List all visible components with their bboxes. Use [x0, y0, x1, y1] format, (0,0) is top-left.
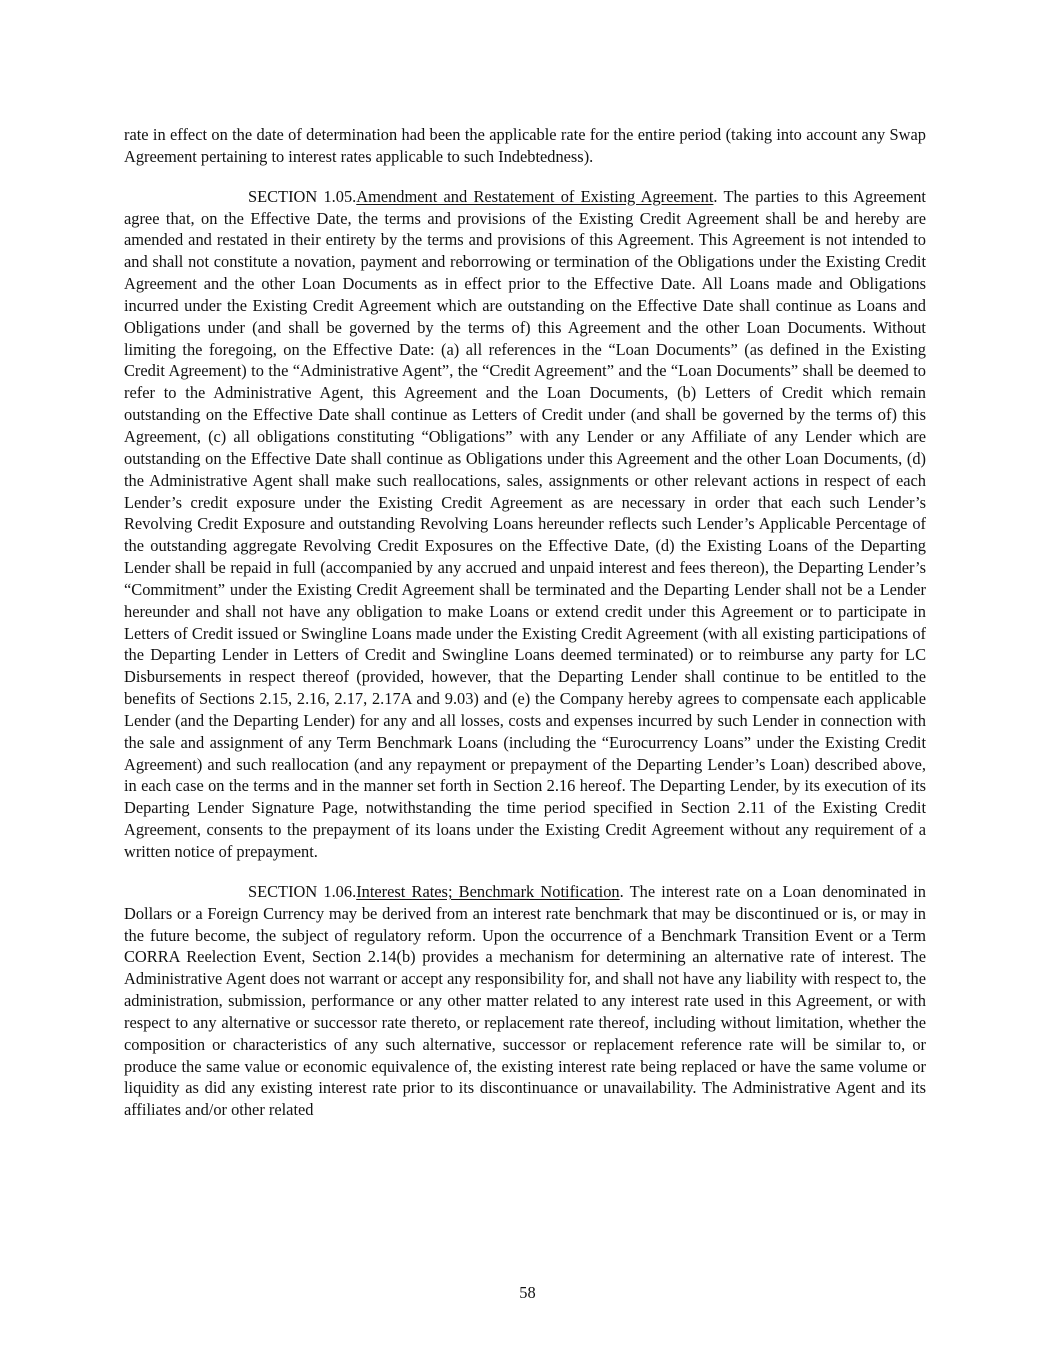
- section-1-06-number: SECTION 1.06.: [248, 881, 357, 901]
- page-number: 58: [519, 1283, 536, 1302]
- section-1-05-heading: Amendment and Restatement of Existing Agreement: [356, 186, 714, 206]
- section-1-06-paragraph: [124, 881, 926, 1121]
- section-1-05-number: SECTION 1.05.: [248, 186, 357, 206]
- document-body: [124, 124, 926, 1121]
- section-1-06-heading: Interest Rates; Benchmark Notification: [356, 881, 620, 901]
- continuation-paragraph: rate in effect on the date of determination had been the applicable rate for the entire period (taking into account any Swap Agreement pertaining to interest rates applicable to such Indebtedness).: [124, 125, 926, 166]
- section-1-06-text: . The interest rate on a Loan denominated in Dollars or a Foreign Currency may be derived from an interest rate benchmark that may be discontinued or is, or may in the future become, the subject of regulatory reform. Upon the occurrence of a Benchmark Transition Event or a Term CORRA Reelection Event, Section 2.14(b) provides a mechanism for determining an alternative rate of interest. The Administrative Agent does not warrant or accept any responsibility for, and shall not have any liability with respect to, the administration, submission, performance or any other matter related to any interest rate used in this Agreement, or with respect to any alternative or successor rate thereto, or replacement rate thereof, including without limitation, whether the composition or characteristics of any such alternative, successor or replacement reference rate will be similar to, or produce the same value or economic equivalence of, the existing interest rate being replaced or have the same volume or liquidity as did any existing interest rate prior to its discontinuance or unavailability. The Administrative Agent and its affiliates and/or other related: [124, 881, 926, 1120]
- section-1-05-paragraph: [124, 186, 926, 863]
- section-1-05-text: . The parties to this Agreement agree that, on the Effective Date, the terms and provisions of the Existing Credit Agreement shall be and hereby are amended and restated in their entirety by the terms and provisions of this Agreement. This Agreement is not intended to and shall not constitute a novation, payment and reborrowing or termination of the Obligations under the Existing Credit Agreement and the other Loan Documents as in effect prior to the Effective Date. All Loans made and Obligations incurred under the Existing Credit Agreement which are outstanding on the Effective Date shall continue as Loans and Obligations under (and shall be governed by the terms of) this Agreement and the other Loan Documents. Without limiting the foregoing, on the Effective Date: (a) all references in the “Loan Documents” (as defined in the Existing Credit Agreement) to the “Administrative Agent”, the “Credit Agreement” and the “Loan Documents” shall be deemed to refer to the Administrative Agent, this Agreement and the Loan Documents, (b) Letters of Credit which remain outstanding on the Effective Date shall continue as Letters of Credit under (and shall be governed by the terms of) this Agreement, (c) all obligations constituting “Obligations” with any Lender or any Affiliate of any Lender which are outstanding on the Effective Date shall continue as Obligations under this Agreement and the other Loan Documents, (d) the Administrative Agent shall make such reallocations, sales, assignments or other relevant actions in respect of each Lender’s credit exposure under the Existing Credit Agreement as are necessary in order that each such Lender’s Revolving Credit Exposure and outstanding Revolving Loans hereunder reflects such Lender’s Applicable Percentage of the outstanding aggregate Revolving Credit Exposures on the Effective Date, (d) the Existing Loans of the Departing Lender shall be repaid in full (accompanied by any accrued and unpaid interest and fees thereon), the Departing Lender’s “Commitment” under the Existing Credit Agreement shall be terminated and the Departing Lender shall not be a Lender hereunder and shall not have any obligation to make Loans or extend credit under this Agreement or to participate in Letters of Credit issued or Swingline Loans made under the Existing Credit Agreement (with all existing participations of the Departing Lender in Letters of Credit and Swingline Loans deemed terminated) or to reimburse any party for LC Disbursements in respect thereof (provided, however, that the Departing Lender shall continue to be entitled to the benefits of Sections 2.15, 2.16, 2.17, 2.17A and 9.03) and (e) the Company hereby agrees to compensate each applicable Lender (and the Departing Lender) for any and all losses, costs and expenses incurred by such Lender in connection with the sale and assignment of any Term Benchmark Loans (including the “Eurocurrency Loans” under the Existing Credit Agreement) and such reallocation (and any repayment or prepayment of the Departing Lender’s Loan) described above, in each case on the terms and in the manner set forth in Section 2.16 hereof. The Departing Lender, by its execution of its Departing Lender Signature Page, notwithstanding the time period specified in Section 2.11 of the Existing Credit Agreement, consents to the prepayment of its loans under the Existing Credit Agreement without any requirement of a written notice of prepayment.: [124, 186, 926, 861]
